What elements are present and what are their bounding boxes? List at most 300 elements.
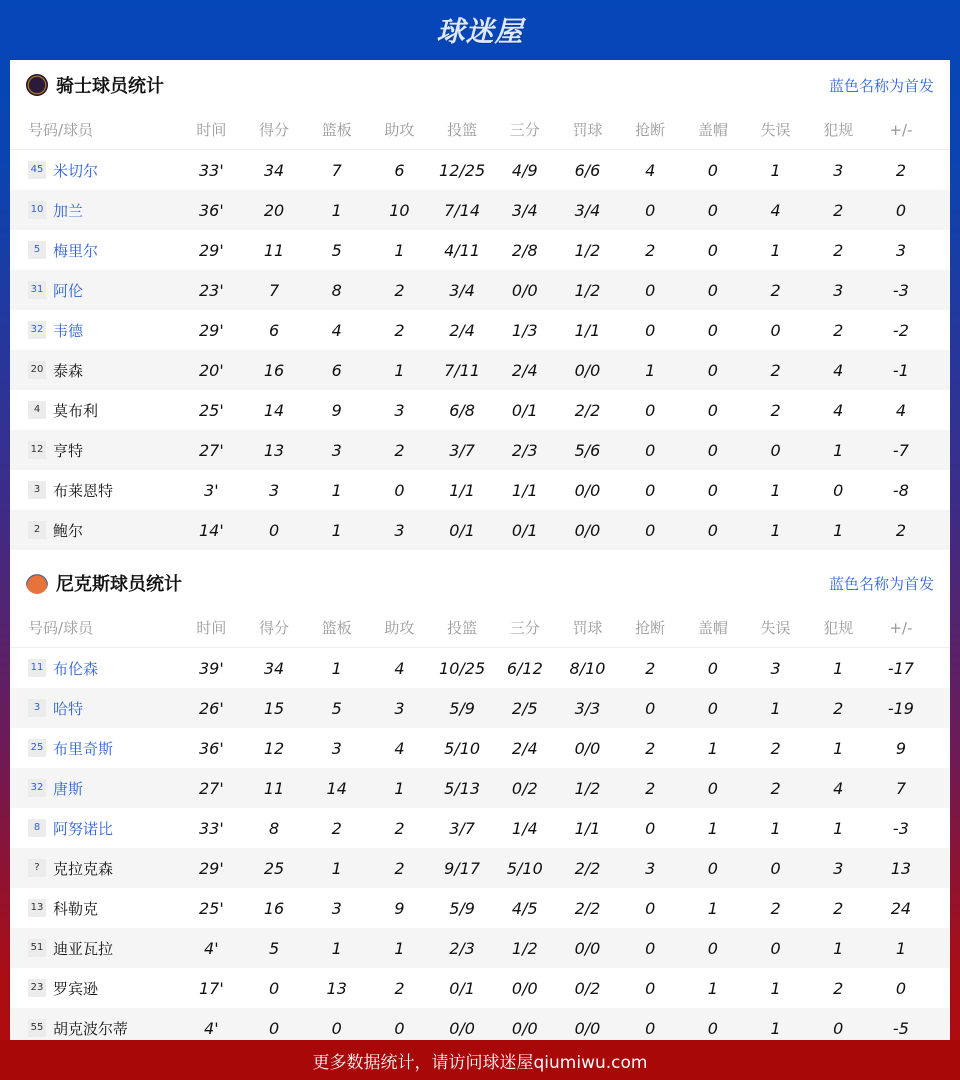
column-header: 助攻 <box>384 619 415 637</box>
player-cell <box>10 360 180 381</box>
stat-cell: 29' <box>198 858 224 878</box>
player-name[interactable]: 阿伦 <box>53 281 84 300</box>
stat-cell: 36' <box>198 738 224 758</box>
stat-cell: 0 <box>645 440 656 460</box>
stat-cell: 2 <box>394 320 405 340</box>
stat-cell: 2 <box>833 978 844 998</box>
stat-cell: 3 <box>331 738 342 758</box>
jersey-number: 10 <box>28 201 46 219</box>
player-cell <box>10 400 180 421</box>
player-name[interactable]: 哈特 <box>53 699 84 718</box>
stat-cell: 0 <box>770 938 781 958</box>
stat-cell: 2 <box>770 360 781 380</box>
stat-cell: 1 <box>833 440 844 460</box>
stat-cell: 13 <box>890 858 912 878</box>
stat-cell: 4 <box>770 200 781 220</box>
jersey-number: 3 <box>28 481 46 499</box>
stat-cell: 1 <box>833 520 844 540</box>
stat-cell: 6 <box>268 320 280 340</box>
stat-cell: 3 <box>331 440 342 460</box>
stat-cell: 0 <box>645 480 656 500</box>
player-name[interactable]: 布伦森 <box>53 659 99 678</box>
stat-cell: 1/3 <box>511 320 538 340</box>
column-header: 三分 <box>509 619 540 637</box>
stat-cell: 4 <box>331 320 342 340</box>
stat-cell: 2/4 <box>449 320 475 340</box>
cavaliers-logo-icon <box>26 74 48 96</box>
player-cell <box>10 280 180 301</box>
player-row[interactable] <box>10 470 950 510</box>
stat-cell: 0 <box>645 898 656 918</box>
stat-cell: 4 <box>833 400 844 420</box>
stat-cell: 1 <box>394 360 405 380</box>
stat-cell: 29' <box>198 320 224 340</box>
stat-cell: -7 <box>892 440 909 460</box>
column-header: 助攻 <box>384 121 415 139</box>
stat-cell: 1 <box>331 938 342 958</box>
stat-cell: 0 <box>645 200 656 220</box>
starter-note: 蓝色名称为首发 <box>828 574 934 593</box>
stat-cell: 1/1 <box>574 818 601 838</box>
footer-banner[interactable]: 更多数据统计，请访问球迷屋qiumiwu.com <box>0 1040 960 1080</box>
stat-cell: 16 <box>263 898 285 918</box>
stat-cell: 1 <box>833 938 844 958</box>
player-row[interactable] <box>10 768 950 808</box>
stat-cell: 1 <box>833 658 844 678</box>
stat-cell: -2 <box>892 320 909 340</box>
stat-cell: 1/4 <box>511 818 538 838</box>
column-header: 罚球 <box>572 619 603 637</box>
stat-cell: 6 <box>331 360 342 380</box>
stat-cell: 0 <box>707 480 718 500</box>
stat-cell: 0 <box>645 320 656 340</box>
jersey-number: 23 <box>28 979 46 997</box>
stat-cell: 0 <box>707 858 718 878</box>
stat-cell: 20 <box>263 200 285 220</box>
top-banner <box>0 0 960 60</box>
stat-cell: 12/25 <box>439 160 486 180</box>
stat-cell: 3 <box>268 480 280 500</box>
player-name[interactable]: 韦德 <box>53 321 84 340</box>
stat-cell: 0 <box>770 320 781 340</box>
column-header: 失误 <box>760 121 791 139</box>
column-header: 篮板 <box>321 121 352 139</box>
player-row[interactable] <box>10 688 950 728</box>
player-row[interactable] <box>10 510 950 550</box>
jersey-number: 51 <box>28 939 46 957</box>
stat-cell: 3 <box>394 520 405 540</box>
stat-cell: 1 <box>707 738 718 758</box>
stat-cell: 0 <box>268 520 280 540</box>
jersey-number: 32 <box>28 779 46 797</box>
stat-cell: 4 <box>833 360 844 380</box>
stat-cell: 2/4 <box>511 360 538 380</box>
stat-cell: 1 <box>833 738 844 758</box>
stat-cell: 14 <box>263 400 285 420</box>
player-cell <box>10 320 180 341</box>
stat-cell: 3/4 <box>511 200 538 220</box>
stat-cell: 4 <box>833 778 844 798</box>
stat-cell: 2 <box>394 440 405 460</box>
team-title-bar <box>10 558 950 608</box>
stat-cell: 0/0 <box>511 978 538 998</box>
stat-cell: 7 <box>331 160 342 180</box>
stat-cell: 13 <box>263 440 285 460</box>
column-header: 罚球 <box>572 121 603 139</box>
player-name[interactable]: 罗宾逊 <box>53 979 99 998</box>
stat-cell: 1 <box>770 698 781 718</box>
column-header: 时间 <box>196 121 227 139</box>
stat-cell: 2 <box>833 200 844 220</box>
stat-cell: 4 <box>645 160 656 180</box>
column-header: 号码/球员 <box>28 121 94 139</box>
stat-cell: 2/2 <box>574 898 601 918</box>
stat-cell: 3 <box>833 858 844 878</box>
stat-cell: 5 <box>331 240 342 260</box>
player-row[interactable] <box>10 928 950 968</box>
stat-cell: 23' <box>198 280 224 300</box>
stat-cell: 3/7 <box>449 818 475 838</box>
stat-cell: 0 <box>331 1018 342 1038</box>
stat-cell: 0/0 <box>574 938 601 958</box>
player-cell <box>10 978 180 999</box>
jersey-number: 13 <box>28 899 46 917</box>
player-row[interactable] <box>10 350 950 390</box>
stat-cell: 33' <box>198 160 224 180</box>
player-name[interactable]: 胡克波尔蒂 <box>53 1019 129 1038</box>
column-header: 盖帽 <box>697 121 728 139</box>
player-row[interactable] <box>10 808 950 848</box>
stat-cell: 3 <box>645 858 656 878</box>
stat-cell: 34 <box>263 160 285 180</box>
stat-cell: -5 <box>892 1018 909 1038</box>
player-cell <box>10 818 180 839</box>
player-name[interactable]: 布里奇斯 <box>53 739 114 758</box>
stat-cell: 1/2 <box>574 778 601 798</box>
stat-cell: 1 <box>394 938 405 958</box>
stat-cell: 2 <box>770 898 781 918</box>
column-header: 号码/球员 <box>28 619 94 637</box>
player-cell <box>10 938 180 959</box>
player-row[interactable] <box>10 390 950 430</box>
stat-cell: 0/1 <box>511 520 538 540</box>
player-cell <box>10 898 180 919</box>
player-cell <box>10 440 180 461</box>
stat-cell: 0 <box>394 480 405 500</box>
column-header: 投篮 <box>447 121 478 139</box>
stats-card <box>10 60 950 1040</box>
stat-cell: 5/10 <box>506 858 543 878</box>
player-cell <box>10 858 180 879</box>
stat-cell: 0/1 <box>511 400 538 420</box>
column-header: 得分 <box>259 121 290 139</box>
stat-cell: 0 <box>645 698 656 718</box>
stat-cell: 0 <box>707 320 718 340</box>
column-header: +/- <box>889 618 913 637</box>
stat-cell: -1 <box>892 360 909 380</box>
stat-cell: 4/5 <box>511 898 538 918</box>
column-header: 抢断 <box>635 619 666 637</box>
stat-cell: 4' <box>204 1018 219 1038</box>
player-row[interactable] <box>10 968 950 1008</box>
stat-cell: 0/1 <box>449 978 475 998</box>
stat-cell: -19 <box>887 698 914 718</box>
stat-cell: 4' <box>204 938 219 958</box>
stat-cell: 0/0 <box>511 1018 538 1038</box>
stat-cell: 34 <box>263 658 285 678</box>
jersey-number: 45 <box>28 161 46 179</box>
stat-cell: 12 <box>263 738 285 758</box>
column-header: 犯规 <box>823 121 854 139</box>
stat-cell: 1 <box>707 818 718 838</box>
stat-cell: 0 <box>833 480 844 500</box>
stat-cell: 0 <box>770 858 781 878</box>
stat-cell: 9 <box>394 898 405 918</box>
stat-cell: 8 <box>268 818 280 838</box>
stat-cell: 0 <box>268 978 280 998</box>
stat-cell: 1 <box>770 978 781 998</box>
player-name[interactable]: 克拉克森 <box>53 859 114 878</box>
stat-cell: 2 <box>833 320 844 340</box>
stat-cell: 2 <box>394 818 405 838</box>
stat-cell: 3/3 <box>574 698 601 718</box>
stat-cell: 20' <box>198 360 224 380</box>
stat-cell: 3 <box>331 898 342 918</box>
stat-cell: 11 <box>263 778 285 798</box>
player-name[interactable]: 鲍尔 <box>53 521 84 540</box>
player-row[interactable] <box>10 310 950 350</box>
player-name[interactable]: 泰森 <box>53 361 84 380</box>
player-row[interactable] <box>10 888 950 928</box>
stat-cell: 5/10 <box>444 738 481 758</box>
stat-cell: 3/4 <box>449 280 475 300</box>
stat-cell: 0 <box>707 200 718 220</box>
stat-cell: 0 <box>895 200 906 220</box>
stat-cell: 9/17 <box>444 858 481 878</box>
stat-cell: 0 <box>707 280 718 300</box>
stat-cell: 1 <box>645 360 656 380</box>
stat-cell: 3 <box>770 658 781 678</box>
stat-cell: 3/4 <box>574 200 601 220</box>
jersey-number: 11 <box>28 659 46 677</box>
player-cell <box>10 240 180 261</box>
player-cell <box>10 778 180 799</box>
stat-cell: 6/8 <box>449 400 475 420</box>
jersey-number: 2 <box>28 521 46 539</box>
stat-cell: 2 <box>394 280 405 300</box>
player-row[interactable] <box>10 848 950 888</box>
jersey-number: 3 <box>28 699 46 717</box>
stat-cell: 14' <box>198 520 224 540</box>
stat-cell: 24 <box>890 898 912 918</box>
player-name[interactable]: 迪亚瓦拉 <box>53 939 114 958</box>
player-name[interactable]: 布莱恩特 <box>53 481 114 500</box>
stat-cell: 2 <box>833 698 844 718</box>
stat-cell: 1 <box>707 898 718 918</box>
stat-cell: 5 <box>331 698 342 718</box>
player-cell <box>10 698 180 719</box>
stat-cell: 16 <box>263 360 285 380</box>
stat-cell: 36' <box>198 200 224 220</box>
stat-cell: 1 <box>331 858 342 878</box>
stat-cell: 1 <box>770 240 781 260</box>
column-header: 犯规 <box>823 619 854 637</box>
stat-cell: 1 <box>770 818 781 838</box>
player-name[interactable]: 科勒克 <box>53 899 99 918</box>
stat-cell: 5/6 <box>574 440 601 460</box>
stat-cell: 2 <box>895 160 906 180</box>
stat-cell: 7 <box>895 778 906 798</box>
player-cell <box>10 160 180 181</box>
stat-cell: 4 <box>394 658 405 678</box>
player-name[interactable]: 唐斯 <box>53 779 84 798</box>
player-name[interactable]: 阿努诺比 <box>53 819 114 838</box>
stat-cell: 2/3 <box>449 938 475 958</box>
stat-cell: 5/13 <box>444 778 481 798</box>
player-row[interactable] <box>10 190 950 230</box>
stat-cell: -8 <box>892 480 909 500</box>
stat-cell: 25' <box>198 898 224 918</box>
stat-cell: 6/6 <box>574 160 601 180</box>
stat-cell: 8/10 <box>569 658 606 678</box>
stat-cell: 6/12 <box>506 658 543 678</box>
player-name[interactable]: 梅里尔 <box>53 241 99 260</box>
stat-cell: 4/11 <box>444 240 481 260</box>
table-header <box>10 608 950 648</box>
stat-cell: 2 <box>770 738 781 758</box>
stat-cell: 6 <box>394 160 405 180</box>
stat-cell: 2 <box>394 858 405 878</box>
stat-cell: 0 <box>645 520 656 540</box>
stat-cell: 2 <box>770 778 781 798</box>
column-header: 盖帽 <box>697 619 728 637</box>
stat-cell: 0 <box>645 938 656 958</box>
stat-cell: 2/4 <box>511 738 538 758</box>
stat-cell: 3 <box>833 160 844 180</box>
stat-cell: 3/7 <box>449 440 475 460</box>
stat-cell: 2 <box>331 818 342 838</box>
player-row[interactable] <box>10 230 950 270</box>
player-name[interactable]: 莫布利 <box>53 401 99 420</box>
stat-cell: 2 <box>770 400 781 420</box>
stat-cell: 0 <box>645 978 656 998</box>
column-header: 三分 <box>509 121 540 139</box>
player-row[interactable] <box>10 270 950 310</box>
stat-cell: 1 <box>770 160 781 180</box>
stat-cell: 5/9 <box>449 898 475 918</box>
column-header: 时间 <box>196 619 227 637</box>
stat-cell: 2/2 <box>574 858 601 878</box>
stat-cell: 25 <box>263 858 285 878</box>
stat-cell: 27' <box>198 440 224 460</box>
stat-cell: 3 <box>895 240 906 260</box>
stat-cell: 1/1 <box>511 480 538 500</box>
column-header: +/- <box>889 120 913 139</box>
stat-cell: 1 <box>770 520 781 540</box>
stat-cell: 39' <box>198 658 224 678</box>
stat-cell: 0 <box>394 1018 405 1038</box>
stat-cell: 0 <box>707 938 718 958</box>
stat-cell: 8 <box>331 280 342 300</box>
stat-cell: 3 <box>394 698 405 718</box>
jersey-number: 12 <box>28 441 46 459</box>
stat-cell: 0/2 <box>574 978 601 998</box>
stat-cell: 0 <box>645 400 656 420</box>
stat-cell: 4 <box>895 400 906 420</box>
player-cell <box>10 520 180 541</box>
stat-cell: 2/5 <box>511 698 538 718</box>
stat-cell: 3 <box>833 280 844 300</box>
stat-cell: 7 <box>268 280 280 300</box>
player-cell <box>10 200 180 221</box>
stat-cell: 5 <box>268 938 280 958</box>
stat-cell: 1 <box>331 200 342 220</box>
stat-cell: 0 <box>707 360 718 380</box>
stat-cell: 1 <box>394 240 405 260</box>
stat-cell: 0 <box>268 1018 280 1038</box>
stat-cell: 33' <box>198 818 224 838</box>
stat-cell: 2 <box>895 520 906 540</box>
stat-cell: 2 <box>645 778 656 798</box>
player-row[interactable] <box>10 150 950 190</box>
stat-cell: 2 <box>833 240 844 260</box>
player-row[interactable] <box>10 430 950 470</box>
player-cell <box>10 480 180 501</box>
knicks-logo-icon <box>26 572 48 594</box>
stat-cell: 27' <box>198 778 224 798</box>
stat-cell: 0 <box>645 1018 656 1038</box>
column-header: 投篮 <box>447 619 478 637</box>
stat-cell: 1 <box>331 658 342 678</box>
site-logo: 球迷屋 <box>436 15 524 48</box>
jersey-number: 20 <box>28 361 46 379</box>
player-cell <box>10 1018 180 1039</box>
stat-cell: 1 <box>707 978 718 998</box>
jersey-number: ? <box>28 859 46 877</box>
stat-cell: 1 <box>331 520 342 540</box>
player-name[interactable]: 加兰 <box>53 201 84 220</box>
team-title-bar <box>10 60 950 110</box>
stat-cell: 0/0 <box>449 1018 475 1038</box>
column-header: 失误 <box>760 619 791 637</box>
stat-cell: 2/3 <box>511 440 538 460</box>
stat-cell: 0/0 <box>574 480 601 500</box>
stat-cell: 1 <box>394 778 405 798</box>
jersey-number: 55 <box>28 1019 46 1037</box>
stat-cell: 1/2 <box>574 240 601 260</box>
stat-cell: 1/2 <box>574 280 601 300</box>
stat-cell: 0/0 <box>574 738 601 758</box>
stat-cell: 1 <box>331 480 342 500</box>
stat-cell: 1/1 <box>449 480 475 500</box>
stat-cell: 2 <box>645 240 656 260</box>
column-header: 得分 <box>259 619 290 637</box>
stat-cell: 0/0 <box>511 280 538 300</box>
player-name[interactable]: 亨特 <box>53 441 84 460</box>
stat-cell: 7/11 <box>444 360 481 380</box>
stat-cell: 2 <box>394 978 405 998</box>
stat-cell: 1 <box>833 818 844 838</box>
stat-cell: 1/2 <box>511 938 538 958</box>
stat-cell: 7/14 <box>444 200 481 220</box>
stat-cell: 0/0 <box>574 520 601 540</box>
player-row[interactable] <box>10 728 950 768</box>
stat-cell: 0 <box>707 240 718 260</box>
stat-cell: 1 <box>895 938 906 958</box>
player-name[interactable]: 米切尔 <box>53 161 99 180</box>
column-header: 篮板 <box>321 619 352 637</box>
player-row[interactable] <box>10 648 950 688</box>
